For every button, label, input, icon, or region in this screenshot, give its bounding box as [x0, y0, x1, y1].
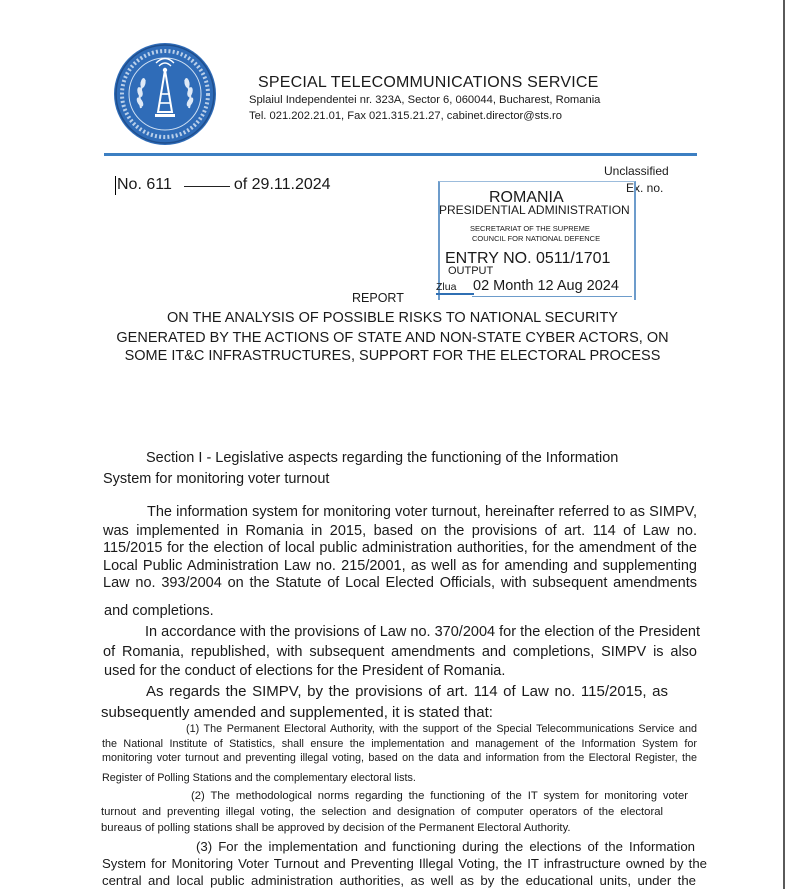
- paragraph-line: Law no. 393/2004 on the Statute of Local Elected Officials, with subsequent amendments: [103, 575, 697, 591]
- stamp-entry-number: ENTRY NO. 0511/1701: [445, 250, 611, 267]
- document-date: of 29.11.2024: [233, 176, 331, 193]
- document-number: No. 611: [117, 176, 172, 193]
- text-cursor: [115, 176, 116, 195]
- legal-quote-line: monitoring voter turnout and preventing illegal voting, based on the data and information from the Electoral Register, the: [102, 752, 697, 764]
- legal-quote-line: Register of Polling Stations and the complementary electoral lists.: [102, 772, 416, 784]
- stamp-border-bottom: [472, 296, 632, 297]
- classification: Unclassified: [604, 164, 669, 178]
- paragraph-line: and completions.: [104, 603, 214, 619]
- stamp-institution: PRESIDENTIAL ADMINISTRATION: [439, 203, 630, 217]
- legal-quote-line: (3) For the implementation and functioning during the elections of the Information: [196, 839, 695, 854]
- stamp-secretariat-line1: SECRETARIAT OF THE SUPREME: [470, 224, 590, 233]
- document-number-line: [117, 176, 331, 194]
- paragraph-line: of Romania, republished, with subsequent amendments and completions, SIMPV is also: [103, 644, 697, 660]
- stamp-underline: [436, 293, 474, 295]
- legal-quote-line: (1) The Permanent Electoral Authority, with the support of the Special Telecommunications Service and: [186, 723, 697, 735]
- paragraph-line: Local Public Administration Law no. 215/2001, as well as for amending and supplementing: [103, 558, 697, 574]
- paragraph-line: As regards the SIMPV, by the provisions of art. 114 of Law no. 115/2015, as: [146, 683, 668, 700]
- stamp-country: ROMANIA: [489, 189, 564, 206]
- organization-contact: Tel. 021.202.21.01, Fax 021.315.21.27, cabinet.director@sts.ro: [249, 110, 562, 122]
- header-divider: [104, 153, 697, 156]
- organization-address: Splaiul Independentei nr. 323A, Sector 6, 060044, Bucharest, Romania: [249, 94, 601, 106]
- report-title-line: SOME IT&C INFRASTRUCTURES, SUPPORT FOR THE ELECTORAL PROCESS: [124, 348, 661, 364]
- paragraph-line: used for the conduct of elections for the President of Romania.: [104, 663, 506, 679]
- paragraph-line: The information system for monitoring voter turnout, hereinafter referred to as SIMPV,: [147, 504, 697, 520]
- stamp-date: 02 Month 12 Aug 2024: [473, 278, 619, 294]
- legal-quote-line: System for Monitoring Voter Turnout and Preventing Illegal Voting, the IT infrastructure owned by the: [102, 856, 707, 871]
- copy-number-label: Ex. no.: [626, 181, 664, 195]
- report-title-line: ON THE ANALYSIS OF POSSIBLE RISKS TO NATIONAL SECURITY: [167, 310, 618, 326]
- section-heading: Section I - Legislative aspects regarding the functioning of the Information: [146, 450, 619, 466]
- legal-quote-line: turnout and preventing illegal voting, the selection and designation of computer operators of the electoral: [101, 806, 663, 818]
- legal-quote-line: (2) The methodological norms regarding the functioning of the IT system for monitoring voter: [191, 790, 688, 802]
- paragraph-line: subsequently amended and supplemented, it is stated that:: [101, 704, 493, 721]
- report-title-line: GENERATED BY THE ACTIONS OF STATE AND NON-STATE CYBER ACTORS, ON: [116, 330, 669, 346]
- sts-seal-logo: [113, 42, 217, 146]
- legal-quote-line: the National Institute of Statistics, shall ensure the implementation and management of the Information System for: [102, 738, 697, 750]
- paragraph-line: 115/2015 for the election of local public administration authorities, for the amendment of the: [103, 540, 697, 556]
- legal-quote-line: bureaus of polling stations shall be approved by decision of the Permanent Electoral Authority.: [101, 822, 571, 834]
- stamp-output-label: OUTPUT: [448, 265, 494, 277]
- report-label: REPORT: [352, 291, 404, 305]
- legal-quote-line: central and local public administration authorities, as well as by the educational units, under the: [102, 873, 696, 888]
- organization-name: SPECIAL TELECOMMUNICATIONS SERVICE: [258, 74, 599, 91]
- number-blank: [184, 186, 230, 187]
- stamp-day-label: Zlua: [436, 281, 457, 293]
- paragraph-line: In accordance with the provisions of Law no. 370/2004 for the election of the President: [145, 624, 700, 640]
- stamp-secretariat-line2: COUNCIL FOR NATIONAL DEFENCE: [472, 234, 601, 243]
- section-heading-cont: System for monitoring voter turnout: [103, 471, 330, 487]
- paragraph-line: was implemented in Romania in 2015, based on the provisions of art. 114 of Law no.: [103, 523, 697, 539]
